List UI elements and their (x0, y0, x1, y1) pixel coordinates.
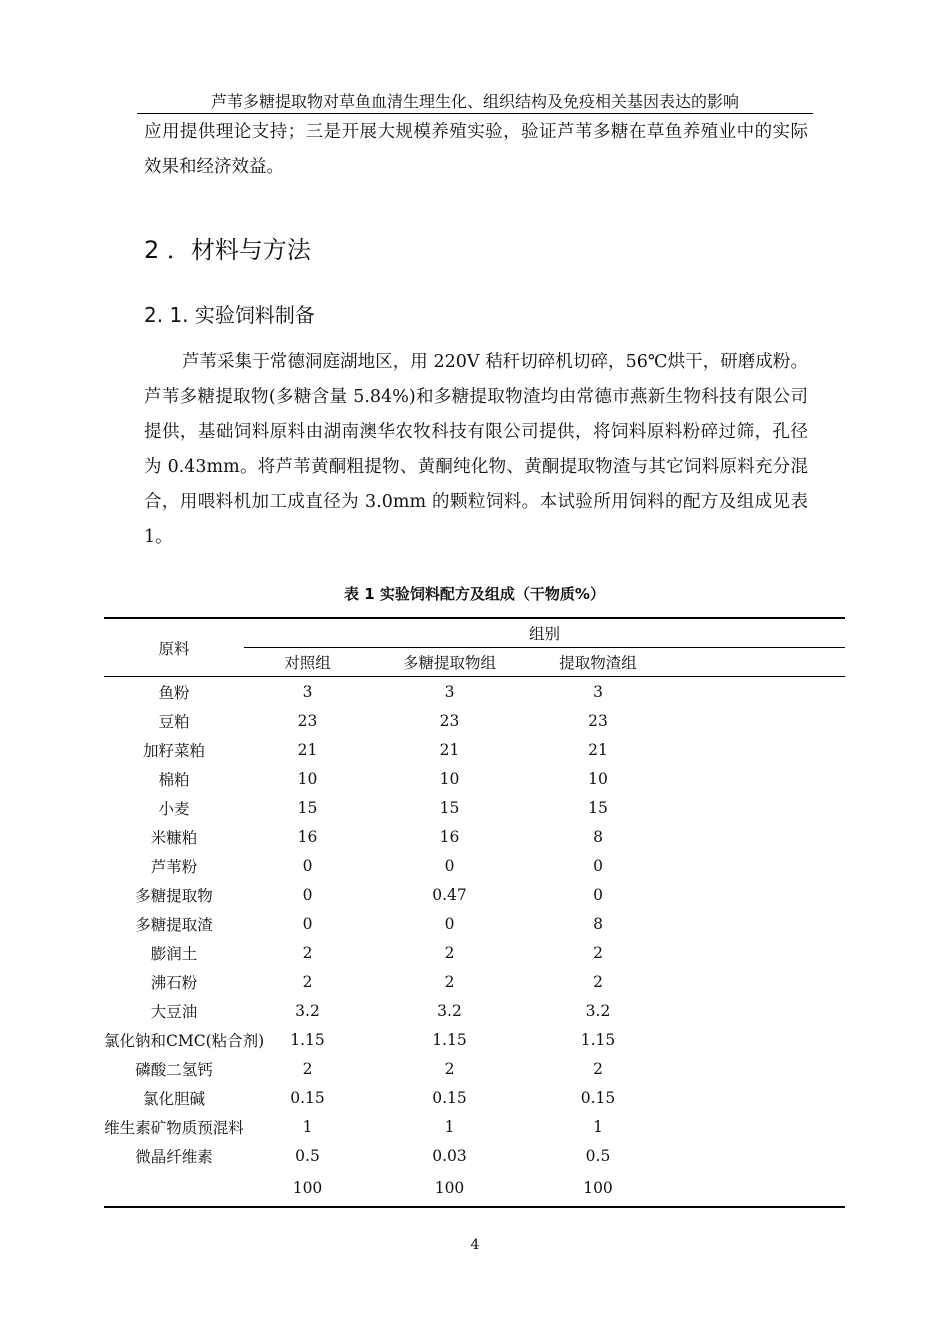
ingredient-value: 2 (444, 943, 455, 962)
ingredient-name: 大豆油 (150, 1002, 198, 1021)
ingredient-value: 2 (593, 972, 603, 991)
page-number: 4 (470, 1237, 480, 1253)
ingredient-name: 棉粕 (158, 770, 190, 789)
ingredient-value: 1.15 (432, 1030, 467, 1049)
ingredient-value: 1.15 (290, 1030, 325, 1049)
ingredient-value: 16 (439, 827, 460, 846)
table-row (104, 909, 845, 938)
ingredient-name: 膨润土 (150, 944, 198, 963)
ingredient-name: 微晶纤维素 (135, 1147, 213, 1166)
column-header-polysaccharide: 多糖提取物组 (371, 648, 528, 677)
column-header-control: 对照组 (244, 648, 371, 677)
table-caption: 表 1 实验饲料配方及组成（干物质%） (344, 585, 605, 603)
ingredient-value: 16 (297, 827, 318, 846)
feed-formula-table (104, 617, 845, 1208)
ingredient-name: 氯化胆碱 (142, 1089, 205, 1108)
ingredient-value: 0.15 (432, 1088, 467, 1107)
empty-cell (668, 996, 845, 1025)
table-row (104, 1025, 845, 1054)
ingredient-value: 0 (302, 856, 313, 875)
ingredient-value: 2 (302, 1059, 313, 1078)
ingredient-value: 0 (444, 914, 455, 933)
empty-cell (668, 1170, 845, 1207)
column-header-residue: 提取物渣组 (528, 648, 668, 677)
ingredient-value: 1.15 (580, 1030, 616, 1049)
ingredient-value: 3 (444, 682, 455, 701)
ingredient-value: 21 (297, 740, 318, 759)
column-header-empty (668, 648, 845, 677)
ingredient-value: 3.2 (295, 1001, 320, 1020)
ingredient-value: 1 (593, 1117, 603, 1136)
ingredient-value: 15 (588, 798, 608, 817)
ingredient-name: 芦苇粉 (150, 857, 198, 876)
table-row (104, 706, 845, 735)
ingredient-value: 8 (593, 914, 603, 933)
ingredient-value: 0 (302, 914, 313, 933)
ingredient-value: 0.03 (432, 1146, 467, 1165)
table-row (104, 1141, 845, 1170)
total-row (104, 1170, 845, 1207)
ingredient-value: 3.2 (437, 1001, 462, 1020)
ingredient-value: 2 (444, 1059, 455, 1078)
ingredient-value: 2 (593, 943, 603, 962)
subsection-heading: 2. 1. 实验饲料制备 (144, 303, 315, 327)
ingredient-value: 1 (444, 1117, 455, 1136)
ingredient-name: 加籽菜粕 (142, 741, 205, 760)
ingredient-value: 0 (444, 856, 455, 875)
ingredient-value: 15 (439, 798, 460, 817)
table-row (104, 793, 845, 822)
empty-cell (668, 677, 845, 707)
empty-cell (668, 1083, 845, 1112)
table-row (104, 996, 845, 1025)
ingredient-value: 3.2 (585, 1001, 611, 1020)
total-value: 100 (371, 1170, 528, 1207)
ingredient-value: 0 (302, 885, 313, 904)
table-row (104, 677, 845, 707)
header-group: 组别 (244, 618, 845, 648)
ingredient-name: 鱼粉 (158, 683, 190, 702)
table-row (104, 938, 845, 967)
empty-cell (668, 706, 845, 735)
ingredient-value: 10 (297, 769, 318, 788)
ingredient-value: 0 (593, 885, 603, 904)
ingredient-name: 米糠粕 (150, 828, 198, 847)
ingredient-value: 0.5 (295, 1146, 320, 1165)
ingredient-value: 23 (588, 711, 608, 730)
table-row (104, 880, 845, 909)
empty-cell (668, 822, 845, 851)
ingredient-value: 2 (302, 943, 313, 962)
table-row (104, 851, 845, 880)
empty-cell (668, 764, 845, 793)
empty-cell (668, 938, 845, 967)
ingredient-value: 23 (297, 711, 318, 730)
continuation-paragraph: 应用提供理论支持；三是开展大规模养殖实验，验证芦苇多糖在草鱼养殖业中的实际效果和经济效益。 (144, 122, 808, 177)
ingredient-value: 2 (444, 972, 455, 991)
ingredient-value: 0 (593, 856, 603, 875)
empty-cell (668, 1025, 845, 1054)
empty-cell (668, 880, 845, 909)
header-ingredient: 原料 (104, 618, 244, 677)
section-heading: 2 ．材料与方法 (144, 236, 311, 264)
table-row (104, 1083, 845, 1112)
empty-cell (668, 793, 845, 822)
ingredient-value: 10 (439, 769, 460, 788)
ingredient-value: 0.5 (585, 1146, 611, 1165)
ingredient-name: 小麦 (158, 799, 190, 818)
total-value: 100 (528, 1170, 668, 1207)
ingredient-value: 2 (593, 1059, 603, 1078)
ingredient-name: 维生素矿物质预混料 (104, 1118, 244, 1137)
table-row (104, 1054, 845, 1083)
ingredient-value: 0.15 (290, 1088, 325, 1107)
ingredient-value: 0.47 (432, 885, 467, 904)
ingredient-name: 沸石粉 (150, 973, 198, 992)
ingredient-value: 21 (588, 740, 608, 759)
total-value: 100 (244, 1170, 371, 1207)
ingredient-value: 15 (297, 798, 318, 817)
empty-cell (668, 851, 845, 880)
ingredient-value: 21 (439, 740, 460, 759)
ingredient-name: 多糖提取渣 (135, 915, 213, 934)
empty-cell (668, 1054, 845, 1083)
empty-cell (668, 967, 845, 996)
ingredient-value: 3 (302, 682, 313, 701)
empty-cell (668, 735, 845, 764)
ingredient-value: 0.15 (580, 1088, 616, 1107)
ingredient-value: 2 (302, 972, 313, 991)
table-row (104, 1112, 845, 1141)
empty-cell (668, 1141, 845, 1170)
table-row (104, 735, 845, 764)
ingredient-value: 10 (588, 769, 608, 788)
ingredient-value: 23 (439, 711, 460, 730)
ingredient-value: 3 (593, 682, 603, 701)
ingredient-value: 8 (593, 827, 603, 846)
ingredient-value: 1 (302, 1117, 313, 1136)
ingredient-name: 豆粕 (158, 712, 190, 731)
empty-cell (668, 909, 845, 938)
empty-cell (668, 1112, 845, 1141)
table-row (104, 764, 845, 793)
body-paragraph: 芦苇采集于常德洞庭湖地区，用 220V 秸秆切碎机切碎，56℃烘干，研磨成粉。 芦苇多糖提取物(多糖含量 5.84%)和多糖提取物渣均由常德市燕新生物科技有限公司提供，基础饲料原料由湖南澳华农牧科技有限公司提供，将饲料原料粉碎过筛，孔径为 0.43mm。将芦苇黄酮粗提物、黄酮纯化物、黄酮提取物渣与其它饲料原料充分混合，用喂料机加工成直径为 3.0mm 的颗粒饲料。本试验所用饲料的配方及组成见表 1。 (144, 352, 808, 547)
total-label (104, 1170, 244, 1207)
header-rule (137, 113, 813, 114)
ingredient-name: 磷酸二氢钙 (135, 1060, 213, 1079)
ingredient-name: 多糖提取物 (135, 886, 213, 905)
running-header: 芦苇多糖提取物对草鱼血清生理生化、组织结构及免疫相关基因表达的影响 (210, 92, 739, 111)
table-row (104, 967, 845, 996)
ingredient-name: 氯化钠和CMC(粘合剂) (104, 1031, 265, 1050)
table-row (104, 822, 845, 851)
